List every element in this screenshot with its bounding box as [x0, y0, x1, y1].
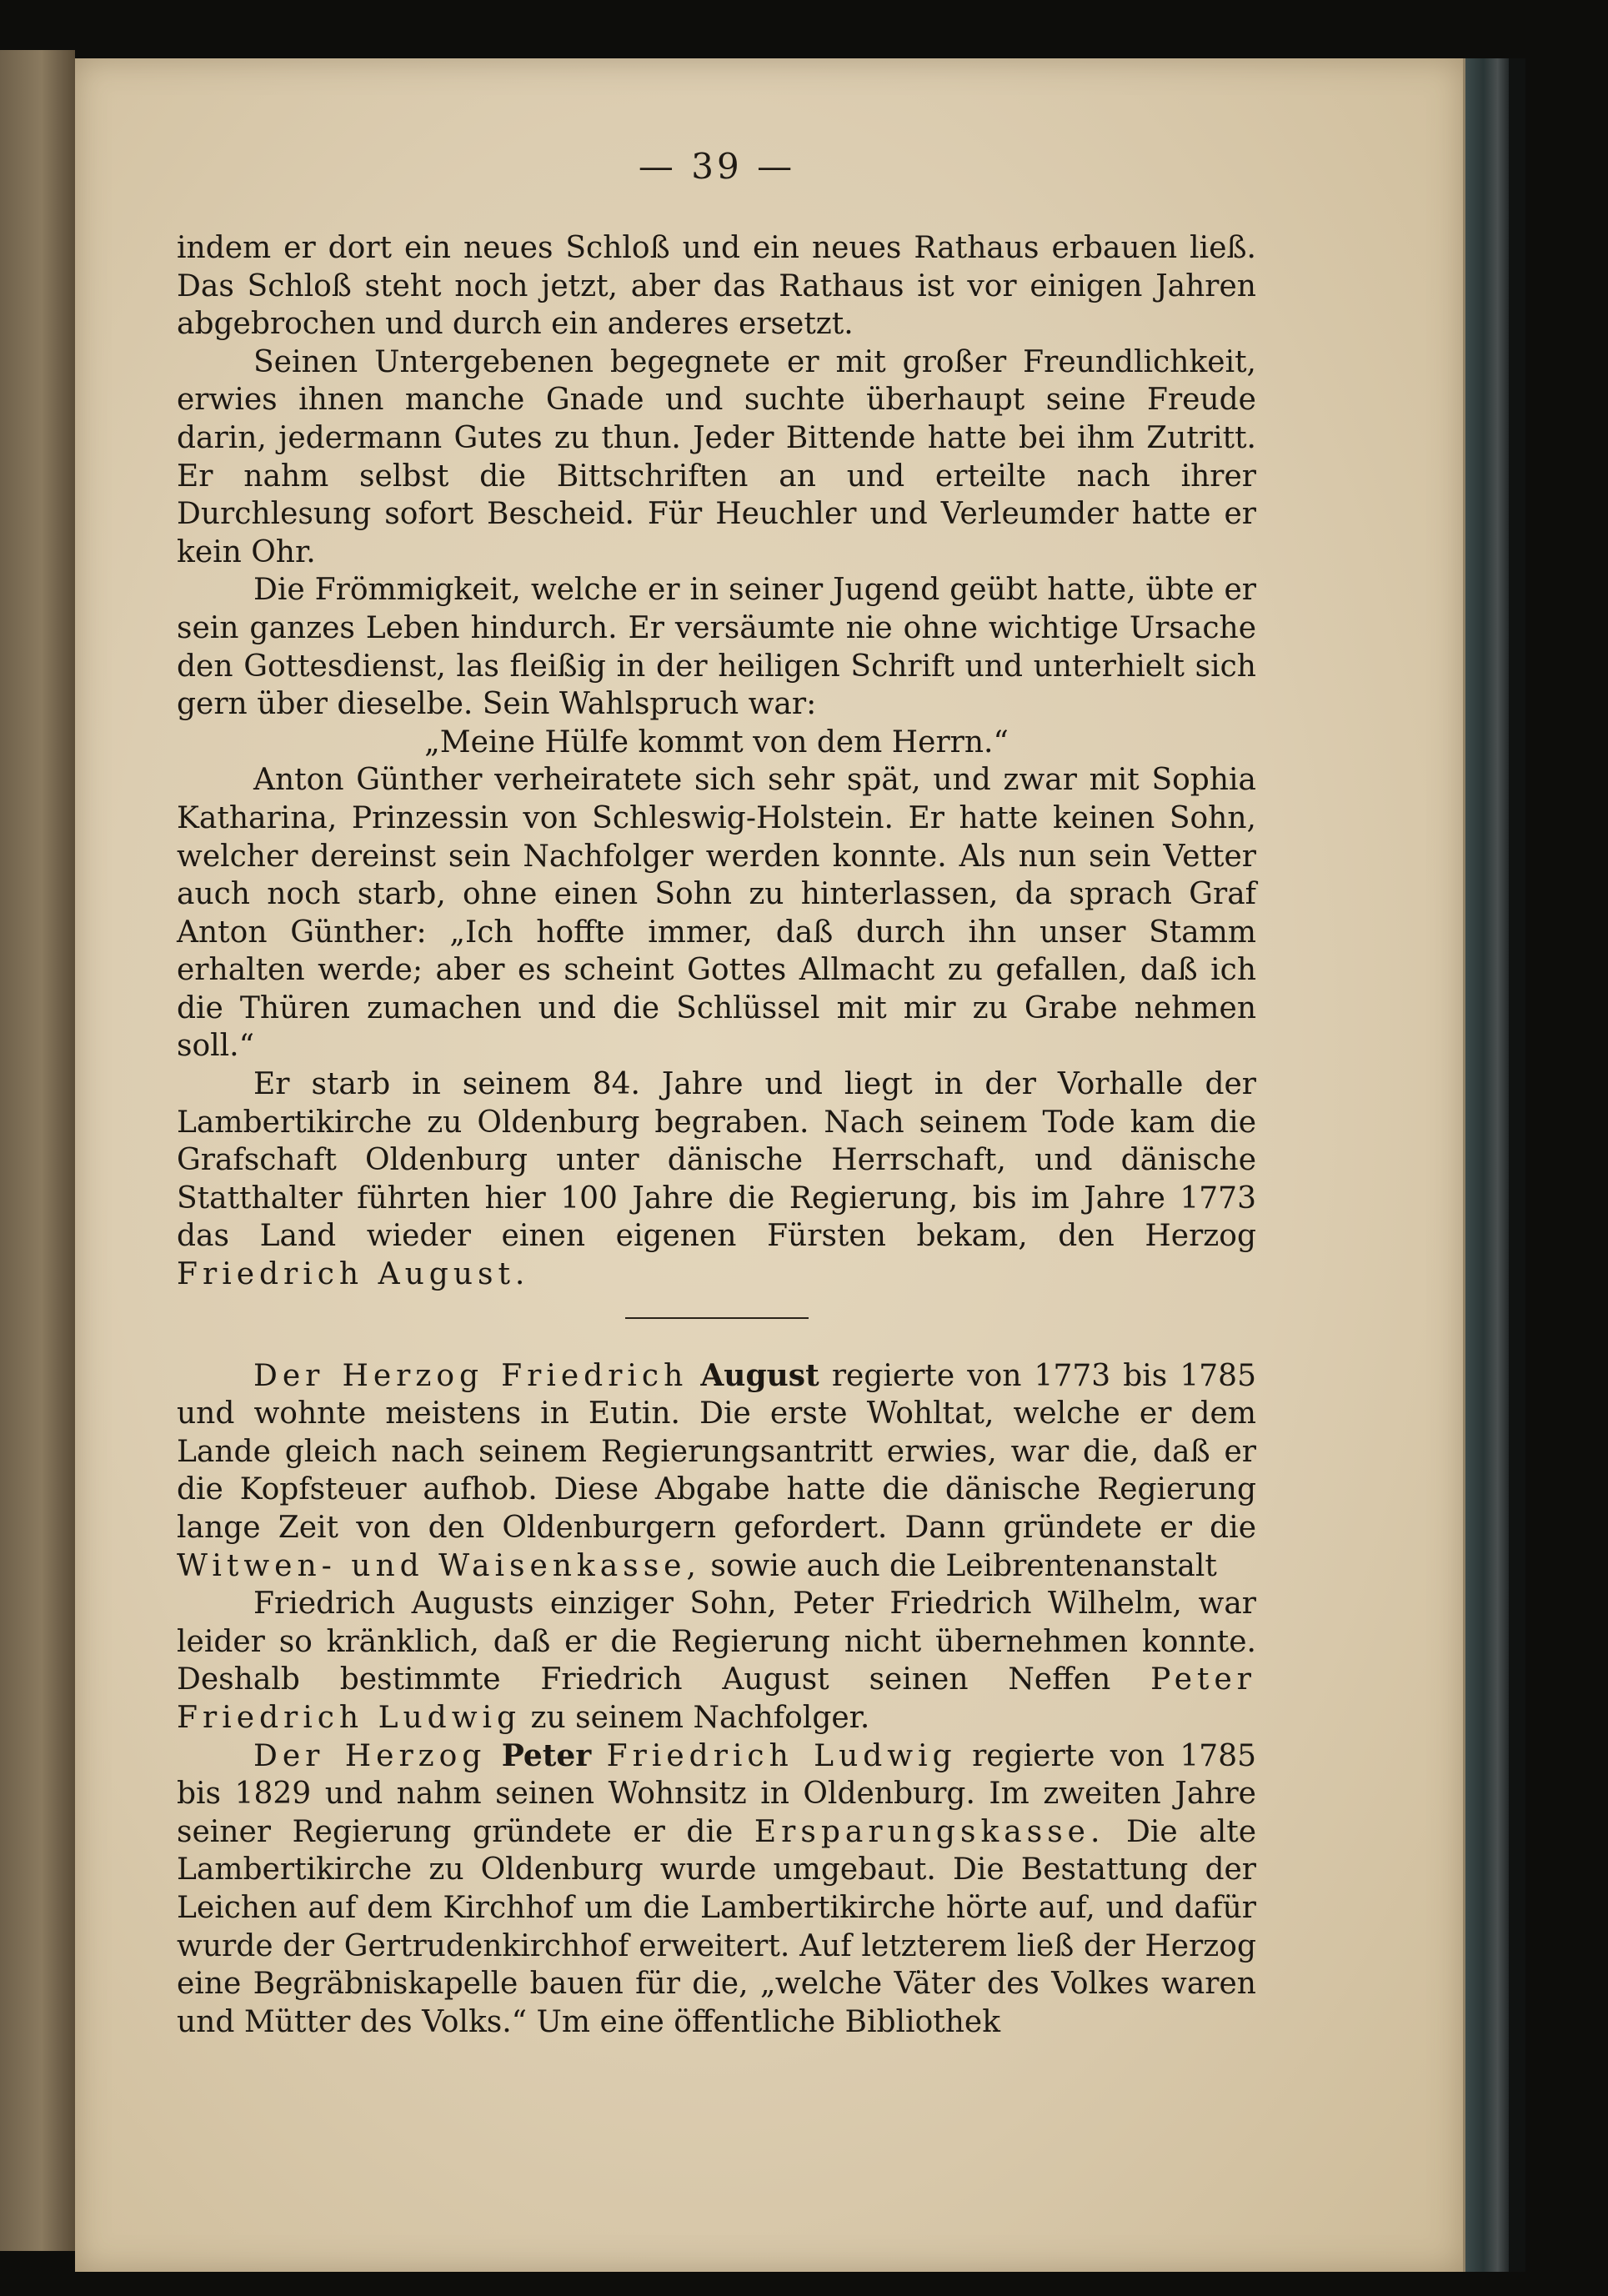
paragraph-4: Anton Günther verheiratete sich sehr spät, und zwar mit Sophia Katharina, Prinzessin von Schleswig-Holstein. Er hatte keinen Sohn, welcher dereinst sein Nachfolger werden konnte. Als nun sein Vetter auch noch starb, ohne einen Sohn zu hinterlassen, da sprach Graf Anton Günther: „Ich hoffte immer, daß durch ihn unser Stamm erhalten werde; aber es scheint Gottes Allmacht zu gefallen, daß ich die Thüren zumachen und die Schlüssel mit mir zu Grabe nehmen soll.“ — [177, 763, 1256, 1064]
name-peter-friedrich-wilhelm: Peter Friedrich Wilhelm, — [793, 1587, 1183, 1622]
binding-shadow — [1509, 58, 1525, 2272]
paragraph-8-end: Die alte Lambertikirche zu Oldenburg wurde umgebaut. Die Bestattung der Leichen auf dem Kirchhof um die Lambertikirche hörte auf, und dafür wurde der Gertrudenkirchhof erweitert. Auf letzterem ließ der Herzog eine Begräbniskapelle bauen für die, „welche Väter des Volkes waren und Mütter des Volks.“ Um eine öffentliche Bibliothek — [177, 1814, 1256, 2039]
paragraph-7-end: zu seinem Nachfolger. — [530, 1700, 870, 1735]
name-friedrich-august: Friedrich August. — [177, 1257, 530, 1292]
paragraph-6-end: sowie auch die Leibrentenanstalt — [710, 1548, 1217, 1583]
name-peter-bold: Peter — [501, 1737, 592, 1773]
paragraph-3: Die Frömmigkeit, welche er in seiner Jugend geübt hatte, übte er sein ganzes Leben hindurch. Er versäumte nie ohne wichtige Ursache den Gottesdienst, las fleißig in der heiligen Schrift und unterhielt sich gern über dieselbe. Sein Wahlspruch war: — [177, 573, 1256, 722]
name-peter-friedrich-ludwig: Peter Friedrich Ludwig — [177, 1662, 1257, 1735]
section-divider — [625, 1317, 809, 1319]
paragraph-1: indem er dort ein neues Schloß und ein neues Rathaus erbauen ließ. Das Schloß steht noch jetzt, aber das Rathaus ist vor einigen Jahren abgebrochen und durch ein anderes ersetzt. — [177, 231, 1256, 342]
term-ersparungskasse: Ersparungskasse. — [754, 1814, 1105, 1849]
heading-der-herzog: Der Herzog — [253, 1738, 487, 1773]
term-witwen-waisenkasse: Witwen- und Waisenkasse, — [177, 1548, 701, 1583]
paragraph-2: Seinen Untergebenen begegnete er mit großer Freundlichkeit, erwies ihnen manche Gnade und suchte überhaupt seine Freude darin, jedermann Gutes zu thun. Jeder Bittende hatte bei ihm Zutritt. Er nahm selbst die Bittschriften an und erteilte nach ihrer Durchlesung sofort Bescheid. Für Heuchler und Verleumder hatte er kein Ohr. — [177, 344, 1256, 569]
paragraph-8-text: regierte von 1785 bis 1829 und nahm seinen Wohnsitz in Oldenburg. Im zweiten Jahre seiner Regierung gründete er die — [177, 1738, 1256, 1849]
paragraph-5 — [177, 1065, 1256, 1294]
body-text — [177, 229, 1256, 2041]
facing-page-edge — [0, 50, 75, 2251]
book-binding — [1463, 58, 1511, 2272]
heading-herzog-friedrich: Der Herzog Friedrich — [253, 1358, 689, 1393]
name-friedrich-ludwig: Friedrich Ludwig — [606, 1738, 957, 1773]
paragraph-7-mid: war leider so kränklich, daß er die Regierung nicht übernehmen konnte. Deshalb bestimmte Friedrich August seinen Neffen — [177, 1587, 1256, 1697]
paragraph-8 — [177, 1737, 1256, 2042]
paragraph-7-text: Friedrich Augusts einziger Sohn, — [253, 1587, 777, 1622]
paragraph-6 — [177, 1357, 1256, 1586]
paragraph-7 — [177, 1585, 1256, 1737]
paragraph-5-text: Er starb in seinem 84. Jahre und liegt in der Vorhalle der Lambertikirche zu Oldenburg begraben. Nach seinem Tode kam die Grafschaft Oldenburg unter dänische Herrschaft, und dänische Statthalter führten hier 100 Jahre die Regierung, bis im Jahre 1773 das Land wieder einen eigenen Fürsten bekam, den Herzog — [177, 1067, 1256, 1254]
paragraph-6-text: regierte von 1773 bis 1785 und wohnte meistens in Eutin. Die erste Wohltat, welche er dem Lande gleich nach seinem Regierungsantritt erwies, war die, daß er die Kopfsteuer aufhob. Diese Abgabe hatte die dänische Regierung lange Zeit von den Oldenburgern gefordert. Dann gründete er die — [177, 1358, 1256, 1545]
name-august-bold: August — [700, 1357, 819, 1393]
motto-quote: „Meine Hülfe kommt von dem Herrn.“ — [424, 724, 1009, 759]
page-number: — 39 — — [638, 146, 796, 187]
